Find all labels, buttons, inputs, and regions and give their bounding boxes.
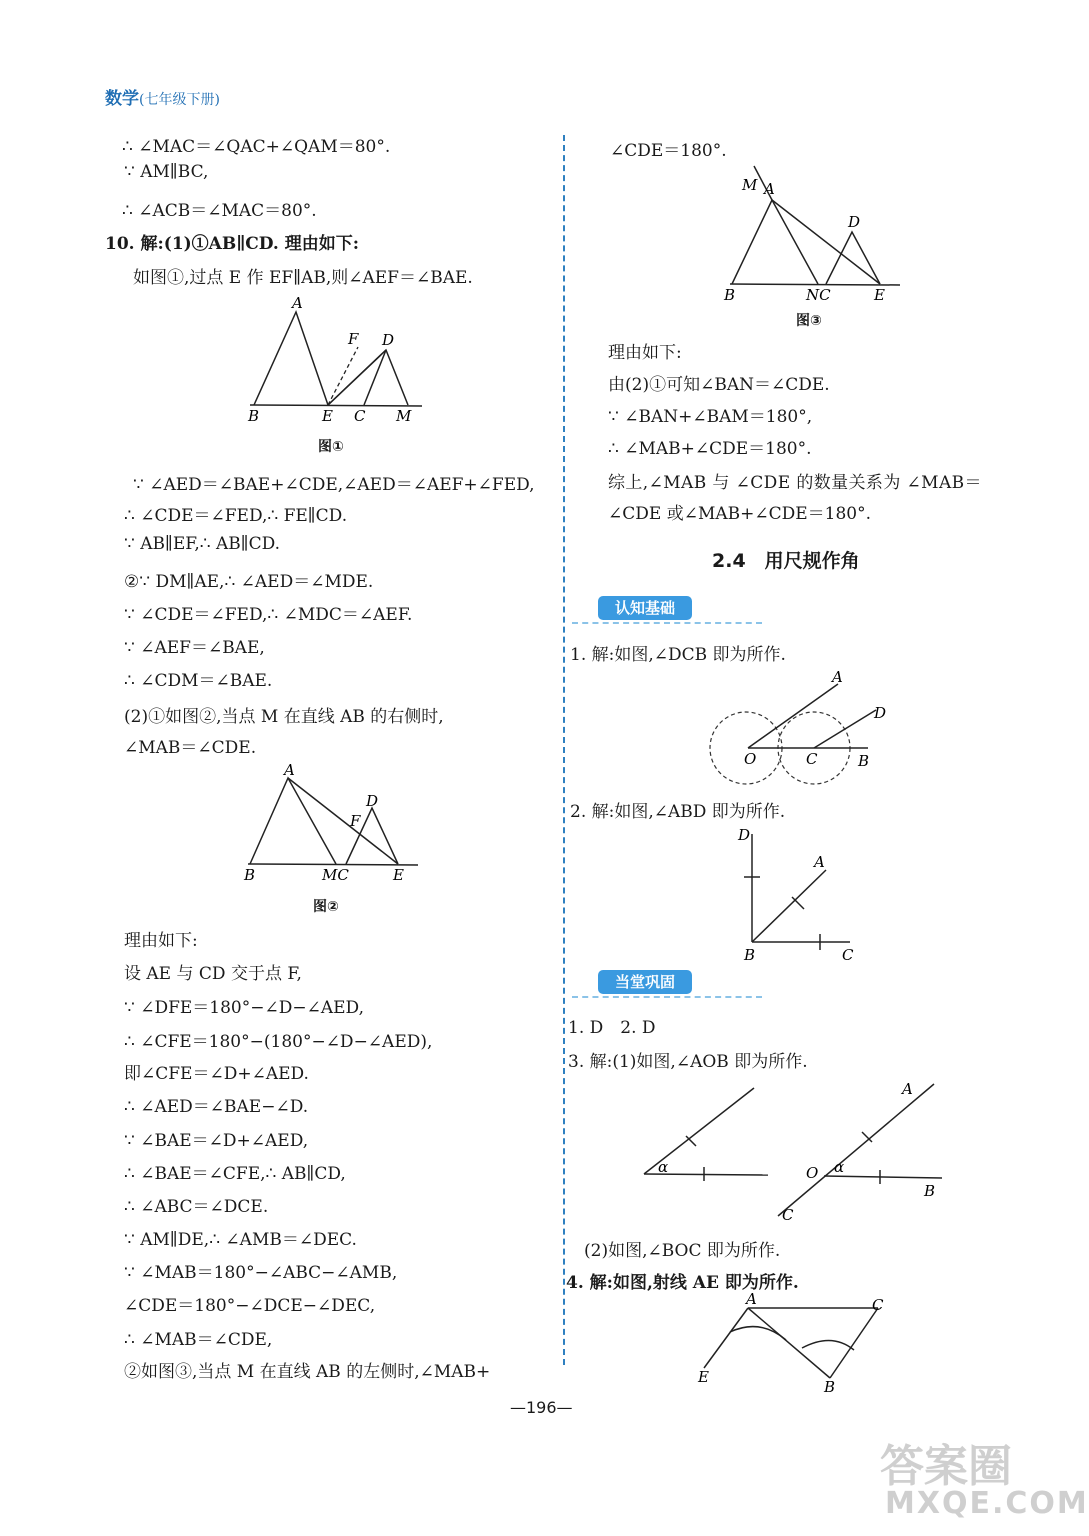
right-line: ∴ ∠MAB+∠CDE＝180°. — [608, 439, 812, 459]
fig1-label: F — [348, 330, 359, 348]
figure-q3 — [636, 1078, 951, 1228]
fig1-label: M — [396, 407, 412, 425]
fig3-label: M — [742, 176, 758, 194]
watermark-logo: 答案圈 — [880, 1441, 1012, 1492]
right-line: 综上,∠MAB 与 ∠CDE 的数量关系为 ∠MAB＝ — [608, 473, 982, 493]
section-title: 2.4 用尺规作角 — [712, 550, 860, 572]
left-line: ∠CDE＝180°−∠DCE−∠DEC, — [124, 1296, 376, 1316]
banner-basic — [572, 594, 702, 624]
left-line: (2)①如图②,当点 M 在直线 AB 的右侧时, — [124, 707, 444, 727]
header-grade: (七年级下册) — [139, 92, 220, 108]
q2-label: C — [842, 946, 854, 964]
header-subject: 数学 — [105, 89, 139, 109]
left-line: ∵ AM∥DE,∴ ∠AMB＝∠DEC. — [124, 1230, 357, 1250]
q1-label: O — [744, 750, 757, 768]
q4-label: E — [698, 1368, 709, 1386]
page-number: —196— — [510, 1398, 573, 1417]
banner-stripe — [572, 996, 762, 998]
fig1-label: B — [248, 407, 260, 425]
left-line: ∵ ∠MAB＝180°−∠ABC−∠AMB, — [124, 1263, 398, 1283]
left-line: ∴ ∠MAC＝∠QAC+∠QAM＝80°. — [122, 137, 391, 157]
question-4-heading: 4. 解:如图,射线 AE 即为所作. — [566, 1273, 799, 1293]
q1-label: B — [858, 752, 870, 770]
fig2-label: B — [244, 866, 256, 884]
banner-consolidate-label: 当堂巩固 — [598, 970, 692, 994]
left-line: ∴ ∠MAB＝∠CDE, — [124, 1330, 273, 1350]
figure-2-caption: 图② — [313, 899, 339, 915]
q3-label: α — [658, 1158, 669, 1176]
right-line: 3. 解:(1)如图,∠AOB 即为所作. — [568, 1052, 808, 1072]
q4-label: B — [824, 1378, 836, 1396]
q3-label: B — [924, 1182, 936, 1200]
fig1-label: C — [354, 407, 366, 425]
watermark-url: MXQE.COM — [885, 1486, 1089, 1521]
q3-label: α — [834, 1158, 845, 1176]
fig1-label: A — [292, 294, 303, 312]
right-line: 1. 解:如图,∠DCB 即为所作. — [570, 645, 786, 665]
figure-3 — [718, 160, 908, 310]
fig3-label: E — [874, 286, 885, 304]
left-line: 即∠CFE＝∠D+∠AED. — [124, 1064, 309, 1084]
left-line: ∴ ∠ABC＝∠DCE. — [124, 1197, 269, 1217]
right-line: 理由如下: — [608, 343, 682, 363]
fig2-label: E — [393, 866, 404, 884]
q1-label: C — [806, 750, 818, 768]
q1-label: A — [832, 668, 843, 686]
left-line: ∵ AM∥BC, — [124, 162, 209, 182]
fig3-label: NC — [806, 286, 831, 304]
left-line: ∴ ∠CDM＝∠BAE. — [124, 671, 273, 691]
q4-label: A — [746, 1290, 757, 1308]
fig3-label: D — [848, 213, 861, 231]
figure-q1 — [708, 668, 898, 788]
q2-label: A — [814, 853, 825, 871]
figure-1 — [240, 292, 440, 427]
left-line: ∵ ∠CDE＝∠FED,∴ ∠MDC＝∠AEF. — [124, 605, 413, 625]
right-line: 由(2)①可知∠BAN＝∠CDE. — [608, 375, 830, 395]
figure-3-caption: 图③ — [796, 313, 822, 329]
q2-label: D — [738, 826, 751, 844]
right-line: ∵ ∠BAN+∠BAM＝180°, — [608, 407, 813, 427]
figure-q2 — [730, 822, 870, 967]
figure-1-caption: 图① — [318, 439, 344, 455]
figure-2 — [238, 760, 428, 885]
left-line: ∵ ∠AEF＝∠BAE, — [124, 638, 265, 658]
question-10-heading: 10. 解:(1)①AB∥CD. 理由如下: — [105, 234, 360, 254]
left-line: 设 AE 与 CD 交于点 F, — [124, 964, 302, 984]
fig1-label: E — [322, 407, 333, 425]
banner-stripe — [572, 622, 762, 624]
fig3-label: A — [764, 180, 775, 198]
fig2-label: A — [284, 761, 295, 779]
right-line: ∠CDE 或∠MAB+∠CDE＝180°. — [608, 504, 872, 524]
banner-consolidate — [572, 968, 702, 998]
left-line: ∴ ∠BAE＝∠CFE,∴ AB∥CD, — [124, 1164, 346, 1184]
column-divider — [563, 135, 565, 1365]
left-line: ∵ ∠BAE＝∠D+∠AED, — [124, 1131, 309, 1151]
left-line: ∵ AB∥EF,∴ AB∥CD. — [124, 534, 281, 554]
left-line: ∴ ∠ACB＝∠MAC＝80°. — [122, 201, 317, 221]
fig3-label: B — [724, 286, 736, 304]
figure-q4 — [690, 1292, 900, 1394]
q2-label: B — [744, 946, 756, 964]
fig2-label: F — [350, 812, 361, 830]
right-line: (2)如图,∠BOC 即为所作. — [584, 1241, 781, 1261]
left-line: ∵ ∠AED＝∠BAE+∠CDE,∠AED＝∠AEF+∠FED, — [133, 475, 535, 495]
left-line: ∵ ∠DFE＝180°−∠D−∠AED, — [124, 998, 364, 1018]
left-line: ∴ ∠CFE＝180°−(180°−∠D−∠AED), — [124, 1032, 433, 1052]
fig1-label: D — [382, 331, 395, 349]
q3-label: O — [806, 1164, 819, 1182]
left-line: 理由如下: — [124, 931, 198, 951]
q4-label: C — [872, 1296, 884, 1314]
left-line: ∴ ∠AED＝∠BAE−∠D. — [124, 1097, 309, 1117]
left-line: ②∵ DM∥AE,∴ ∠AED＝∠MDE. — [124, 572, 374, 592]
left-line: ∴ ∠CDE＝∠FED,∴ FE∥CD. — [124, 506, 348, 526]
q3-label: C — [782, 1206, 794, 1224]
right-line: ∠CDE＝180°. — [610, 141, 727, 161]
right-line: 1. D 2. D — [568, 1018, 656, 1038]
q1-label: D — [874, 704, 887, 722]
fig2-label: D — [366, 792, 379, 810]
q3-label: A — [902, 1080, 913, 1098]
running-header — [105, 84, 220, 109]
left-line: 如图①,过点 E 作 EF∥AB,则∠AEF＝∠BAE. — [133, 268, 473, 288]
right-line: 2. 解:如图,∠ABD 即为所作. — [570, 802, 786, 822]
left-line: ∠MAB＝∠CDE. — [124, 738, 257, 758]
banner-basic-label: 认知基础 — [598, 596, 692, 620]
left-line: ②如图③,当点 M 在直线 AB 的左侧时,∠MAB+ — [124, 1362, 491, 1382]
fig2-label: MC — [322, 866, 349, 884]
